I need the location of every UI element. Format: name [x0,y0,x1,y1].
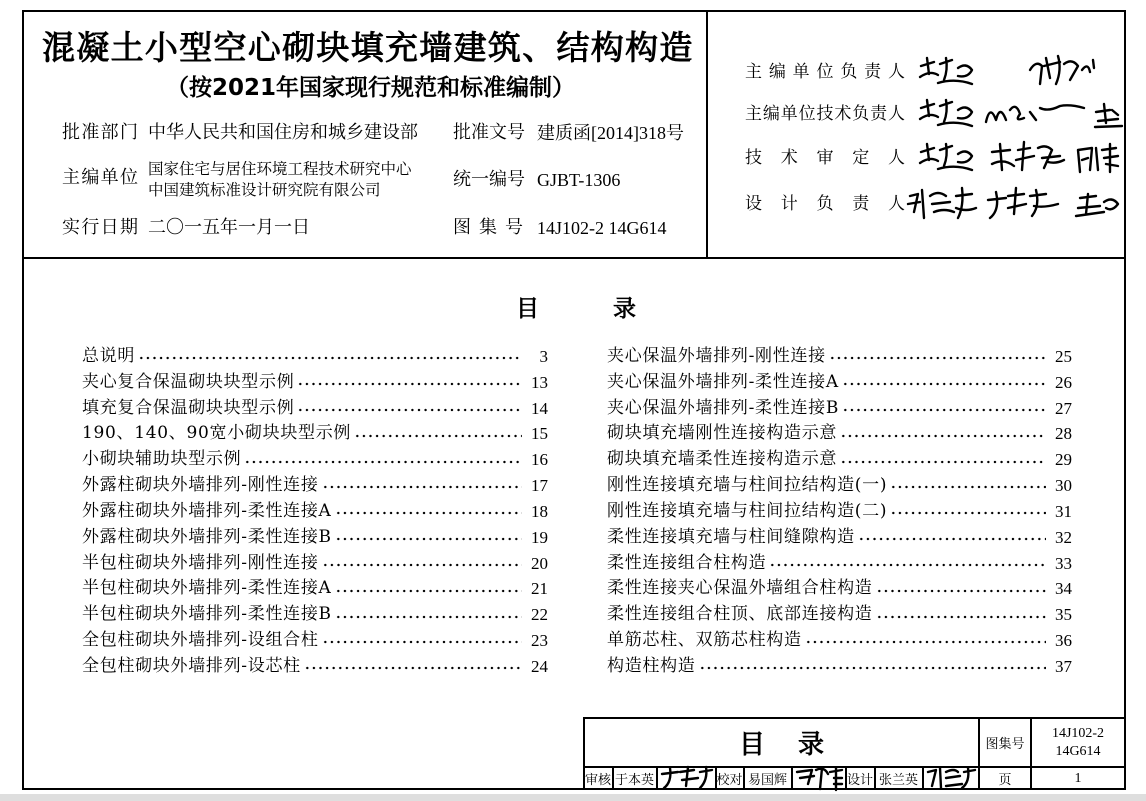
title-block-rule [922,766,924,790]
dot-leader [354,421,522,447]
atlas-title: 混凝土小型空心砌块填充墙建筑、结构构造 [42,28,694,67]
toc-entry [82,551,548,577]
toc-left-column [82,344,548,680]
toc-entry-title: 刚性连接填充墙与柱间拉结构造(一) [607,475,888,496]
toc-entry [607,473,1072,499]
atlas-no-value: 14J102-2 14G614 [537,218,667,238]
toc-entry-page: 24 [531,656,548,676]
dot-leader [335,525,522,551]
approval-doc-label: 批准文号 [453,122,525,143]
toc-entry-page: 34 [1055,579,1072,599]
toc-entry-page: 16 [531,450,548,470]
title-block-rule [791,766,793,790]
proof-label: 校对 [716,773,743,788]
toc-entry-page: 28 [1055,424,1072,444]
editor-unit-2: 中国建筑标准设计研究院有限公司 [148,181,381,199]
toc-entry-title: 总说明 [82,346,136,366]
toc-entry [82,396,548,422]
toc-entry-title: 全包柱砌块外墙排列-设芯柱 [82,655,301,676]
toc-entry [82,499,548,525]
toc-entry-title: 砌块填充墙刚性连接构造示意 [607,423,838,444]
toc-entry [82,421,548,447]
toc-entry-title: 柔性连接填充墙与柱间缝隙构造 [607,526,855,547]
toc-entry-title: 外露柱砌块外墙排列-柔性连接B [82,526,332,547]
toc-entry-page: 37 [1055,656,1072,676]
toc-entry-title: 刚性连接填充墙与柱间拉结构造(二) [607,500,888,521]
toc-entry [82,628,548,654]
design-lead-label: 设 计 负 责 人 [745,194,905,214]
toc-entry [607,576,1072,602]
toc-entry [82,447,548,473]
toc-entry [607,654,1072,680]
dot-leader [840,447,1046,473]
toc-entry-title: 柔性连接组合柱构造 [607,552,767,573]
header-column-divider [706,10,708,258]
toc-entry [607,344,1072,370]
title-block-title: 目 录 [738,730,825,760]
title-block-atlas-no [1032,719,1124,766]
design-label: 设计 [846,773,873,788]
dot-leader [876,576,1047,602]
editor-unit-label: 主编单位 [62,167,138,188]
reviewer-name: 于本英 [614,773,654,788]
toc-entry-title: 夹心保温外墙排列-刚性连接 [607,346,826,366]
toc-entry-page: 26 [1055,372,1072,392]
toc-entry [82,370,548,396]
scan-edge [0,794,1146,801]
unified-no-value: GJBT-1306 [537,170,621,190]
dot-leader [297,396,522,422]
toc-entry-title: 柔性连接夹心保温外墙组合柱构造 [607,578,873,599]
atlas-no-label: 图 集 号 [453,217,523,238]
toc-entry-page: 27 [1055,398,1072,418]
page-number: 1 [1074,770,1082,786]
dot-leader [890,473,1046,499]
proofreader-name: 易国辉 [747,773,787,788]
toc-entry [82,576,548,602]
toc-entry-title: 190、140、90宽小砌块块型示例 [82,423,352,444]
toc-entry-title: 砌块填充墙柔性连接构造示意 [607,449,838,470]
toc-entry [607,525,1072,551]
title-block-atlas-no-label: 图集号 [985,737,1025,752]
toc-entry-page: 20 [531,553,548,573]
toc-entry-title: 小砌块辅助块型示例 [82,449,242,470]
dot-leader [335,576,522,602]
toc-entry-page: 19 [531,527,548,547]
review-label: 审核 [584,773,611,788]
technical-reviewer-label: 技 术 审 定 人 [745,148,905,168]
approval-doc-value: 建质函[2014]318号 [537,123,684,143]
title-block-atlas-no-line-1: 14J102-2 [1051,725,1105,741]
toc-entry-page: 18 [531,501,548,521]
toc-entry-title: 单筋芯柱、双筋芯柱构造 [607,630,802,651]
toc-entry-page: 13 [531,372,548,392]
dot-leader [322,551,522,577]
toc-entry-page: 17 [531,476,548,496]
toc-entry-page: 25 [1055,347,1072,366]
dot-leader [858,525,1046,551]
toc-entry-page: 30 [1055,476,1072,496]
toc-entry-title: 半包柱砌块外墙排列-柔性连接B [82,604,332,625]
toc-entry [82,344,548,370]
toc-entry [82,473,548,499]
dot-leader [138,344,522,370]
toc-title: 目 录 [515,295,636,322]
header-divider [22,257,1126,259]
atlas-subtitle: （按2021年国家现行规范和标准编制） [166,75,576,101]
toc-entry-page: 23 [531,631,548,651]
toc-entry-title: 填充复合保温砌块块型示例 [82,397,295,418]
approval-dept-label: 批准部门 [62,122,138,143]
editor-unit-1: 国家住宅与居住环境工程技术研究中心 [148,160,412,178]
toc-entry-page: 32 [1055,527,1072,547]
dot-leader [842,396,1046,422]
dot-leader [699,654,1047,680]
toc-entry [607,499,1072,525]
toc-entry-page: 31 [1055,501,1072,521]
dot-leader [842,370,1046,396]
dot-leader [304,654,522,680]
designer-name: 张兰英 [878,773,918,788]
toc-entry-page: 22 [531,605,548,625]
toc-entry-page: 29 [1055,450,1072,470]
approval-dept-value: 中华人民共和国住房和城乡建设部 [148,122,418,143]
toc-entry-title: 外露柱砌块外墙排列-柔性连接A [82,500,332,521]
toc-entry [82,602,548,628]
dot-leader [244,447,522,473]
toc-entry-page: 21 [531,579,548,599]
toc-entry-title: 构造柱构造 [607,655,696,676]
toc-entry [607,396,1072,422]
toc-entry-title: 半包柱砌块外墙排列-柔性连接A [82,578,332,599]
toc-entry [607,421,1072,447]
toc-entry-title: 夹心保温外墙排列-柔性连接A [607,371,839,392]
title-block-atlas-no-line-2: 14G614 [1055,743,1101,759]
dot-leader [335,602,522,628]
toc-entry [82,525,548,551]
unified-no-label: 统一编号 [453,169,525,190]
toc-entry-title: 柔性连接组合柱顶、底部连接构造 [607,604,873,625]
dot-leader [322,628,522,654]
chief-editor-unit-tech-head-label: 主编单位技术负责人 [745,104,905,124]
toc-entry [82,654,548,680]
toc-entry-page: 33 [1055,553,1072,573]
page-label: 页 [998,773,1012,788]
dot-leader [840,421,1046,447]
toc-entry [607,447,1072,473]
dot-leader [876,602,1047,628]
toc-entry [607,602,1072,628]
title-block-rule [656,766,658,790]
toc-entry-title: 全包柱砌块外墙排列-设组合柱 [82,630,319,651]
toc-entry-title: 夹心保温外墙排列-柔性连接B [607,397,840,418]
toc-entry-title: 半包柱砌块外墙排列-刚性连接 [82,552,319,573]
toc-entry-title: 夹心复合保温砌块块型示例 [82,371,295,392]
dot-leader [297,370,522,396]
dot-leader [335,499,522,525]
dot-leader [769,551,1046,577]
toc-entry [607,551,1072,577]
toc-entry-page: 15 [531,424,548,444]
toc-entry [607,370,1072,396]
toc-entry-page: 3 [539,347,548,366]
effective-date-label: 实行日期 [62,217,138,238]
toc-entry [607,628,1072,654]
dot-leader [322,473,522,499]
dot-leader [805,628,1046,654]
toc-right-column [607,344,1072,680]
dot-leader [890,499,1046,525]
toc-entry-page: 35 [1055,605,1072,625]
dot-leader [829,344,1046,370]
toc-entry-title: 外露柱砌块外墙排列-刚性连接 [82,475,319,496]
toc-entry-page: 14 [531,398,548,418]
chief-editor-unit-head-label: 主 编 单 位 负 责 人 [745,62,905,82]
effective-date-value: 二〇一五年一月一日 [148,217,310,238]
toc-entry-page: 36 [1055,631,1072,651]
